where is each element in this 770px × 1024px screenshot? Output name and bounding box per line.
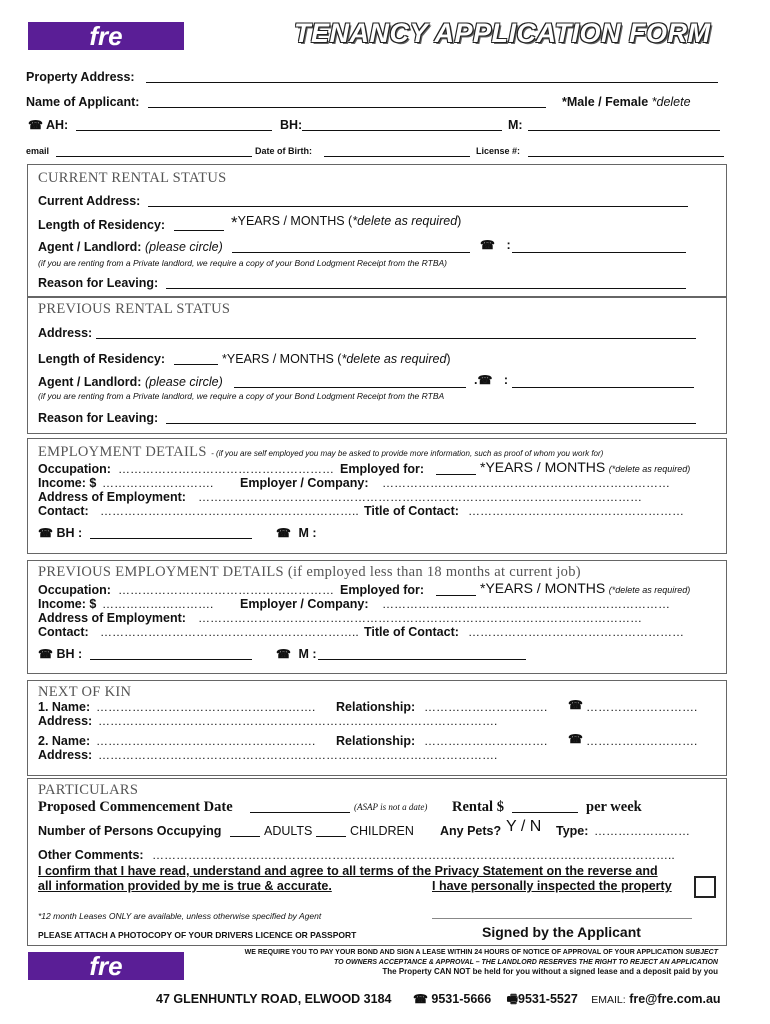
footer-logo — [28, 952, 184, 980]
prev-title-contact-field[interactable]: ……………………………………………… — [468, 625, 684, 639]
close-paren: ) — [457, 214, 462, 228]
prev-address-label: Address of Employment: — [38, 611, 186, 625]
commencement-label: Proposed Commencement Date — [38, 799, 233, 815]
ah-row — [28, 118, 68, 132]
delete-as-required: *delete as required — [341, 352, 447, 366]
license-label: License #: — [476, 146, 521, 156]
bh-label: BH : — [56, 647, 83, 661]
previous-agent-row — [38, 375, 223, 389]
years-months-text: *YEARS / MONTHS — [480, 580, 606, 596]
employment-heading-note: - (if you are self employed you may be asked to provide more information, such as proof of whom you work for) — [211, 449, 604, 458]
phone-icon: ☎ — [276, 647, 291, 661]
nok2-relationship-label: Relationship: — [336, 734, 416, 748]
nok1-address-label: Address: — [38, 714, 93, 728]
emp-employer-label: Employer / Company: — [240, 476, 369, 490]
current-agent-field[interactable] — [232, 252, 470, 253]
nok1-phone — [568, 698, 583, 712]
please-circle: (please circle) — [144, 240, 223, 254]
nok1-name-label: 1. Name: — [38, 700, 91, 714]
office-phone: 9531-5666 — [431, 992, 492, 1006]
adults-field[interactable] — [230, 836, 260, 837]
prev-bh-field[interactable] — [90, 659, 252, 660]
nok1-relationship-field[interactable]: …………………………. — [424, 700, 548, 714]
emp-bh-row — [38, 526, 82, 540]
prev-occupation-label: Occupation: — [38, 583, 111, 597]
applicant-name-field[interactable] — [148, 107, 546, 108]
prev-mobile-field[interactable] — [318, 659, 526, 660]
delete-note: *delete — [651, 95, 691, 109]
gender-label — [562, 95, 691, 109]
previous-address-label: Address: — [38, 326, 93, 340]
delete-as-required: (*delete as required) — [608, 464, 691, 474]
rental-label: Rental $ — [452, 799, 504, 815]
office-fax: 9531-5527 — [518, 992, 578, 1006]
logo-text: fre — [89, 950, 123, 981]
emp-income-label: Income: $ — [38, 476, 97, 490]
nok2-address-label: Address: — [38, 748, 93, 762]
current-address-field[interactable] — [148, 206, 688, 207]
previous-agent-phone-field[interactable] — [512, 387, 694, 388]
office-email[interactable]: fre@fre.com.au — [629, 992, 721, 1006]
pets-label: Any Pets? — [440, 824, 502, 838]
employment-heading: EMPLOYMENT DETAILS — [38, 444, 207, 460]
bh-phone-field[interactable] — [302, 130, 502, 131]
nok1-address-field[interactable]: ………………………………………………………………………………………. — [98, 714, 498, 728]
bh-label: BH: — [280, 118, 303, 132]
nok-heading: NEXT OF KIN — [38, 684, 132, 700]
nok1-name-field[interactable]: ………………………………………………. — [96, 700, 316, 714]
pets-yn[interactable]: Y / N — [506, 818, 542, 835]
confirm-line1: I confirm that I have read, understand and agree to all terms of the Privacy Statement on the reverse and — [38, 864, 658, 878]
current-address-label: Current Address: — [38, 194, 141, 208]
previous-agent-field[interactable] — [234, 387, 466, 388]
bond-line2 — [190, 958, 718, 968]
logo-text: fre — [89, 20, 123, 51]
phone-icon: ☎ — [568, 698, 583, 712]
nok2-name-field[interactable]: ………………………………………………. — [96, 734, 316, 748]
delete-as-required: *delete as required — [352, 214, 458, 228]
emp-occupation-label: Occupation: — [38, 462, 111, 476]
bond-line1 — [190, 948, 718, 958]
confirm-line2: all information provided by me is true & accurate. — [38, 879, 332, 893]
inspected-label: I have personally inspected the property — [432, 879, 672, 893]
asterisk: * — [231, 213, 238, 232]
emp-income-field[interactable]: ………………………. — [102, 476, 214, 490]
email-label: email — [26, 146, 50, 156]
adults-label: ADULTS — [264, 824, 313, 838]
photocopy-note: PLEASE ATTACH A PHOTOCOPY OF YOUR DRIVERS LICENCE OR PASSPORT — [38, 930, 357, 940]
current-length-field[interactable] — [174, 230, 224, 231]
leases-note: *12 month Leases ONLY are available, unless otherwise specified by Agent — [38, 911, 322, 921]
current-reason-label: Reason for Leaving: — [38, 276, 159, 290]
signature-field[interactable] — [432, 918, 692, 919]
prev-address-field[interactable]: ………………………………………………………………………………………………… — [198, 611, 642, 625]
property-address-field[interactable] — [146, 82, 718, 83]
email-field[interactable] — [56, 156, 252, 157]
prev-income-label: Income: $ — [38, 597, 97, 611]
mobile-label: M: — [508, 118, 523, 132]
emp-employed-for-label: Employed for: — [340, 462, 425, 476]
phone-icon: ☎ — [480, 238, 495, 252]
mobile-label: M : — [298, 647, 317, 661]
commencement-field[interactable] — [250, 812, 350, 813]
previous-reason-field[interactable] — [166, 423, 696, 424]
particulars-heading: PARTICULARS — [38, 782, 139, 798]
previous-bond-note: (if you are renting from a Private landlord, we require a copy of your Bond Lodgment Receipt from the RTBA — [38, 391, 445, 401]
emp-mobile-row — [276, 526, 317, 540]
bond-text1: WE REQUIRE YOU TO PAY YOUR BOND AND SIGN A LEASE WITHIN 24 HOURS OF NOTICE OF APPROVAL OF YOUR APPLICATION — [244, 949, 684, 956]
subject-text: SUBJECT — [685, 949, 718, 956]
nok2-name-label: 2. Name: — [38, 734, 91, 748]
colon: : — [506, 238, 511, 252]
emp-title-contact-field[interactable]: ……………………………………………… — [468, 504, 684, 518]
children-label: CHILDREN — [350, 824, 414, 838]
inspected-checkbox[interactable] — [694, 876, 716, 898]
prev-mobile-row — [276, 647, 317, 661]
emp-contact-label: Contact: — [38, 504, 89, 518]
other-comments-label: Other Comments: — [38, 848, 144, 862]
applicant-name-label: Name of Applicant: — [26, 95, 140, 109]
current-rental-heading: CURRENT RENTAL STATUS — [38, 170, 227, 186]
previous-agent-phone-label: .☎ : — [474, 373, 509, 387]
current-years-months — [231, 213, 461, 233]
phone-icon: ☎ — [28, 118, 43, 132]
asap-note: (ASAP is not a date) — [354, 802, 428, 812]
delete-as-required: (*delete as required) — [608, 585, 691, 595]
prev-employed-for-field[interactable] — [436, 595, 476, 596]
nok1-relationship-label: Relationship: — [336, 700, 416, 714]
ah-label: AH: — [45, 118, 69, 132]
dob-field[interactable] — [324, 156, 470, 157]
other-comments-field[interactable]: ………………………………………………………………………………………………………………….. — [152, 848, 675, 862]
prev-employer-label: Employer / Company: — [240, 597, 369, 611]
prev-contact-field[interactable]: ……………………………………………………….. — [100, 625, 359, 639]
fax-icon: 🖷 — [506, 992, 518, 1006]
bh-label: BH : — [56, 526, 83, 540]
current-reason-field[interactable] — [166, 288, 686, 289]
years-months-text: *YEARS / MONTHS — [480, 459, 606, 475]
phone-icon: ☎ — [477, 373, 493, 387]
prev-contact-label: Contact: — [38, 625, 89, 639]
previous-years-months — [222, 352, 451, 366]
emp-contact-field[interactable]: ……………………………………………………….. — [100, 504, 359, 518]
bond-line3: The Property CAN NOT be held for you without a signed lease and a deposit paid by you — [382, 967, 718, 976]
form-title: TENANCY APPLICATION FORM — [294, 18, 711, 48]
dob-label: Date of Birth: — [255, 146, 312, 156]
prev-emp-heading: PREVIOUS EMPLOYMENT DETAILS (if employed less than 18 months at current job) — [38, 564, 581, 580]
colon: : — [503, 373, 509, 387]
years-months-text: YEARS / MONTHS ( — [237, 214, 353, 228]
ah-phone-field[interactable] — [76, 130, 272, 131]
gender-text: *Male / Female — [562, 95, 649, 109]
nok2-phone — [568, 732, 583, 746]
property-address-label: Property Address: — [26, 70, 135, 84]
phone-icon: ☎ — [412, 992, 428, 1006]
office-address: 47 GLENHUNTLY ROAD, ELWOOD 3184 — [156, 992, 392, 1006]
please-circle: (please circle) — [144, 375, 223, 389]
previous-rental-heading: PREVIOUS RENTAL STATUS — [38, 301, 231, 317]
per-week-label: per week — [586, 799, 642, 815]
email-label: EMAIL: — [591, 994, 626, 1006]
prev-bh-row — [38, 647, 82, 661]
emp-address-field[interactable]: ………………………………………………………………………………………………… — [198, 490, 642, 504]
bond-notice — [190, 948, 718, 977]
mobile-field[interactable] — [528, 130, 720, 131]
prev-occupation-field[interactable]: ……………………………………………… — [118, 583, 334, 597]
emp-bh-field[interactable] — [90, 538, 252, 539]
emp-title-contact-label: Title of Contact: — [364, 504, 459, 518]
previous-length-field[interactable] — [174, 364, 218, 365]
close-paren: ) — [446, 352, 451, 366]
current-agent-row — [38, 240, 223, 254]
phone-icon: ☎ — [38, 526, 53, 540]
brand-logo — [28, 22, 184, 50]
pet-type-field[interactable]: …………………… — [594, 824, 690, 838]
nok1-phone-field[interactable]: ………………………. — [586, 700, 698, 714]
phone-icon: ☎ — [568, 732, 583, 746]
persons-label: Number of Persons Occupying — [38, 824, 222, 838]
current-bond-note: (if you are renting from a Private landlord, we require a copy of your Bond Lodgment Receipt from the RTBA) — [38, 258, 447, 268]
signed-label: Signed by the Applicant — [482, 924, 641, 940]
agent-label: Agent / Landlord: — [38, 375, 142, 389]
prev-years-months — [480, 580, 690, 596]
rental-field[interactable] — [512, 812, 578, 813]
emp-occupation-field[interactable]: ……………………………………………… — [118, 462, 334, 476]
previous-address-field[interactable] — [96, 338, 696, 339]
previous-reason-label: Reason for Leaving: — [38, 411, 159, 425]
phone-icon: ☎ — [276, 526, 291, 540]
license-field[interactable] — [528, 156, 724, 157]
nok2-relationship-field[interactable]: …………………………. — [424, 734, 548, 748]
bond-text2: TO OWNERS ACCEPTANCE & APPROVAL – THE LANDLORD RESERVES THE RIGHT TO REJECT AN APPLICATION — [334, 958, 718, 966]
emp-address-label: Address of Employment: — [38, 490, 186, 504]
emp-years-months — [480, 459, 690, 475]
nok2-address-field[interactable]: ………………………………………………………………………………………. — [98, 748, 498, 762]
phone-icon: ☎ — [38, 647, 53, 661]
mobile-label: M : — [298, 526, 317, 540]
children-field[interactable] — [316, 836, 346, 837]
prev-employed-for-label: Employed for: — [340, 583, 425, 597]
emp-employer-field[interactable]: ……………………………………………………………… — [382, 476, 670, 490]
current-length-label: Length of Residency: — [38, 218, 166, 232]
current-agent-phone-field[interactable] — [512, 252, 686, 253]
agent-label: Agent / Landlord: — [38, 240, 142, 254]
prev-income-field[interactable]: ………………………. — [102, 597, 214, 611]
footer-contact — [156, 990, 721, 1011]
pet-type-label: Type: — [556, 824, 589, 838]
nok2-phone-field[interactable]: ………………………. — [586, 734, 698, 748]
emp-employed-for-field[interactable] — [436, 474, 476, 475]
current-agent-phone-label — [480, 238, 511, 252]
previous-length-label: Length of Residency: — [38, 352, 166, 366]
prev-employer-field[interactable]: ……………………………………………………………… — [382, 597, 670, 611]
prev-title-contact-label: Title of Contact: — [364, 625, 459, 639]
years-months-text: *YEARS / MONTHS ( — [222, 352, 342, 366]
